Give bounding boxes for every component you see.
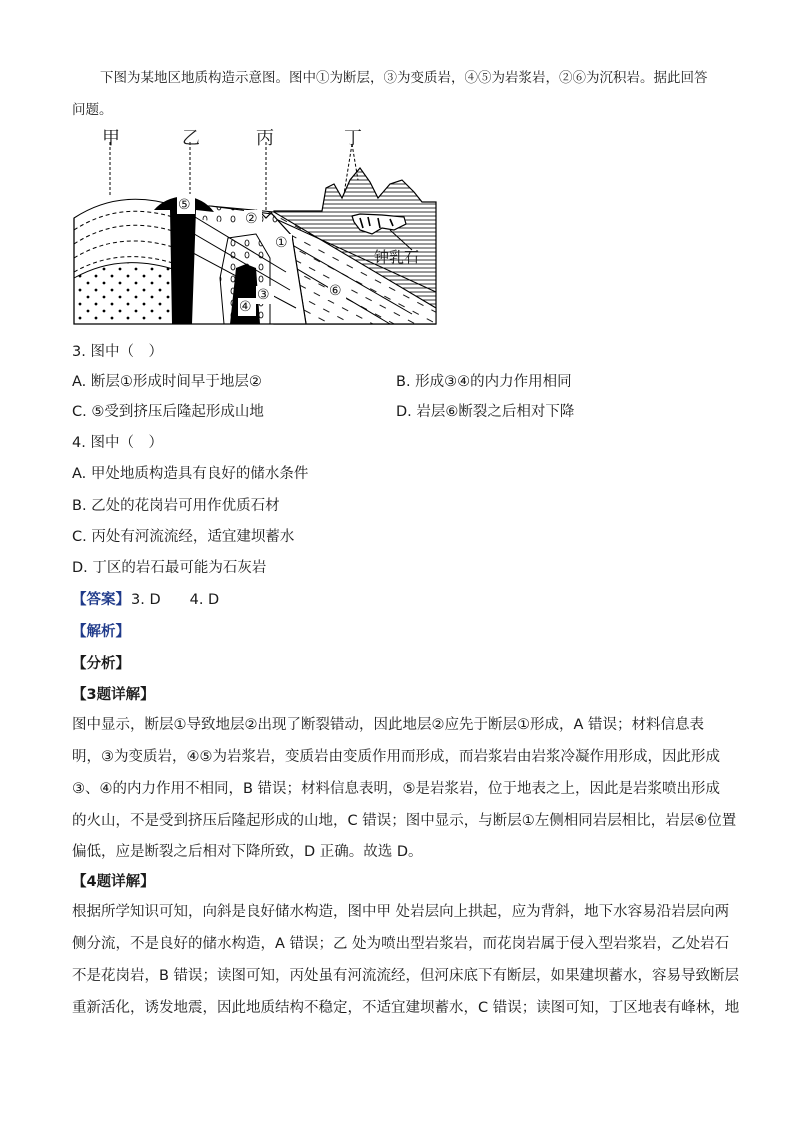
q3-option-c: C. ⑤受到挤压后隆起形成山地 [72,404,264,420]
q3-stem: 3. 图中（ ） [72,344,163,360]
label-ding: 丁 [344,128,362,149]
q4-option-c: C. 丙处有河流流经，适宜建坝蓄水 [72,529,295,545]
stalactite-label: 钟乳石 [374,248,420,266]
q4-option-d: D. 丁区的岩石最可能为石灰岩 [72,560,267,576]
label-bing: 丙 [256,128,274,149]
q4-option-a: A. 甲处地质构造具有良好的储水条件 [72,466,309,482]
detail-4-line: 不是花岗岩，B 错误；读图可知，丙处虽有河流流经，但河床底下有断层，如果建坝蓄水，容易导致断层 [72,968,740,984]
marker-2: ② [245,211,258,227]
label-yi: 乙 [182,128,200,149]
q3-option-b: B. 形成③④的内力作用相同 [396,374,572,390]
detail-4-line: 侧分流，不是良好的储水构造，A 错误；乙 处为喷出型岩浆岩，而花岗岩属于侵入型岩浆岩，乙处岩石 [72,936,730,952]
marker-1: ① [275,235,288,251]
marker-6: ⑥ [329,283,342,299]
q3-option-d: D. 岩层⑥断裂之后相对下降 [396,404,575,420]
answer-text: 3. D 4. D [131,592,220,608]
detail-3-line: 图中显示，断层①导致地层②出现了断裂错动，因此地层②应先于断层①形成，A 错误；材料信息表 [72,717,705,733]
answer-tag: 【答案】 [72,592,130,608]
detail-3-line: 的火山，不是受到挤压后隆起形成的山地，C 错误；图中显示，与断层①左侧相同岩层相比，岩层⑥位置 [72,813,737,829]
q3-option-a: A. 断层①形成时间早于地层② [72,374,262,390]
fenxi-tag: 【分析】 [72,656,130,672]
intro-line-2: 问题。 [72,102,113,118]
detail-4-line: 重新活化，诱发地震，因此地质结构不稳定，不适宜建坝蓄水，C 错误；读图可知，丁区地表有峰林，地 [72,1000,740,1016]
q4-option-b: B. 乙处的花岗岩可用作优质石材 [72,498,280,514]
label-jia: 甲 [102,128,120,149]
q4-stem: 4. 图中（ ） [72,435,163,451]
detail-4-tag: 【4题详解】 [72,874,155,890]
marker-5: ⑤ [178,197,191,213]
detail-3-line: 偏低，应是断裂之后相对下降所致，D 正确。故选 D。 [72,844,423,860]
marker-4: ④ [239,299,252,315]
detail-3-line: ③、④的内力作用不相同，B 错误；材料信息表明，⑤是岩浆岩，位于地表之上，因此是岩浆喷出形成 [72,781,721,797]
detail-3-tag: 【3题详解】 [72,687,155,703]
detail-3-line: 明，③为变质岩，④⑤为岩浆岩，变质岩由变质作用而形成，而岩浆岩由岩浆冷凝作用形成，因此形成 [72,749,720,765]
marker-3: ③ [257,287,270,303]
detail-4-line: 根据所学知识可知，向斜是良好储水构造，图中甲 处岩层向上拱起，应为背斜，地下水容易沿岩层向两 [72,904,730,920]
intro-line-1: 下图为某地区地质构造示意图。图中①为断层，③为变质岩，④⑤为岩浆岩，②⑥为沉积岩。据此回答 [100,70,708,86]
analysis-tag: 【解析】 [72,624,130,640]
